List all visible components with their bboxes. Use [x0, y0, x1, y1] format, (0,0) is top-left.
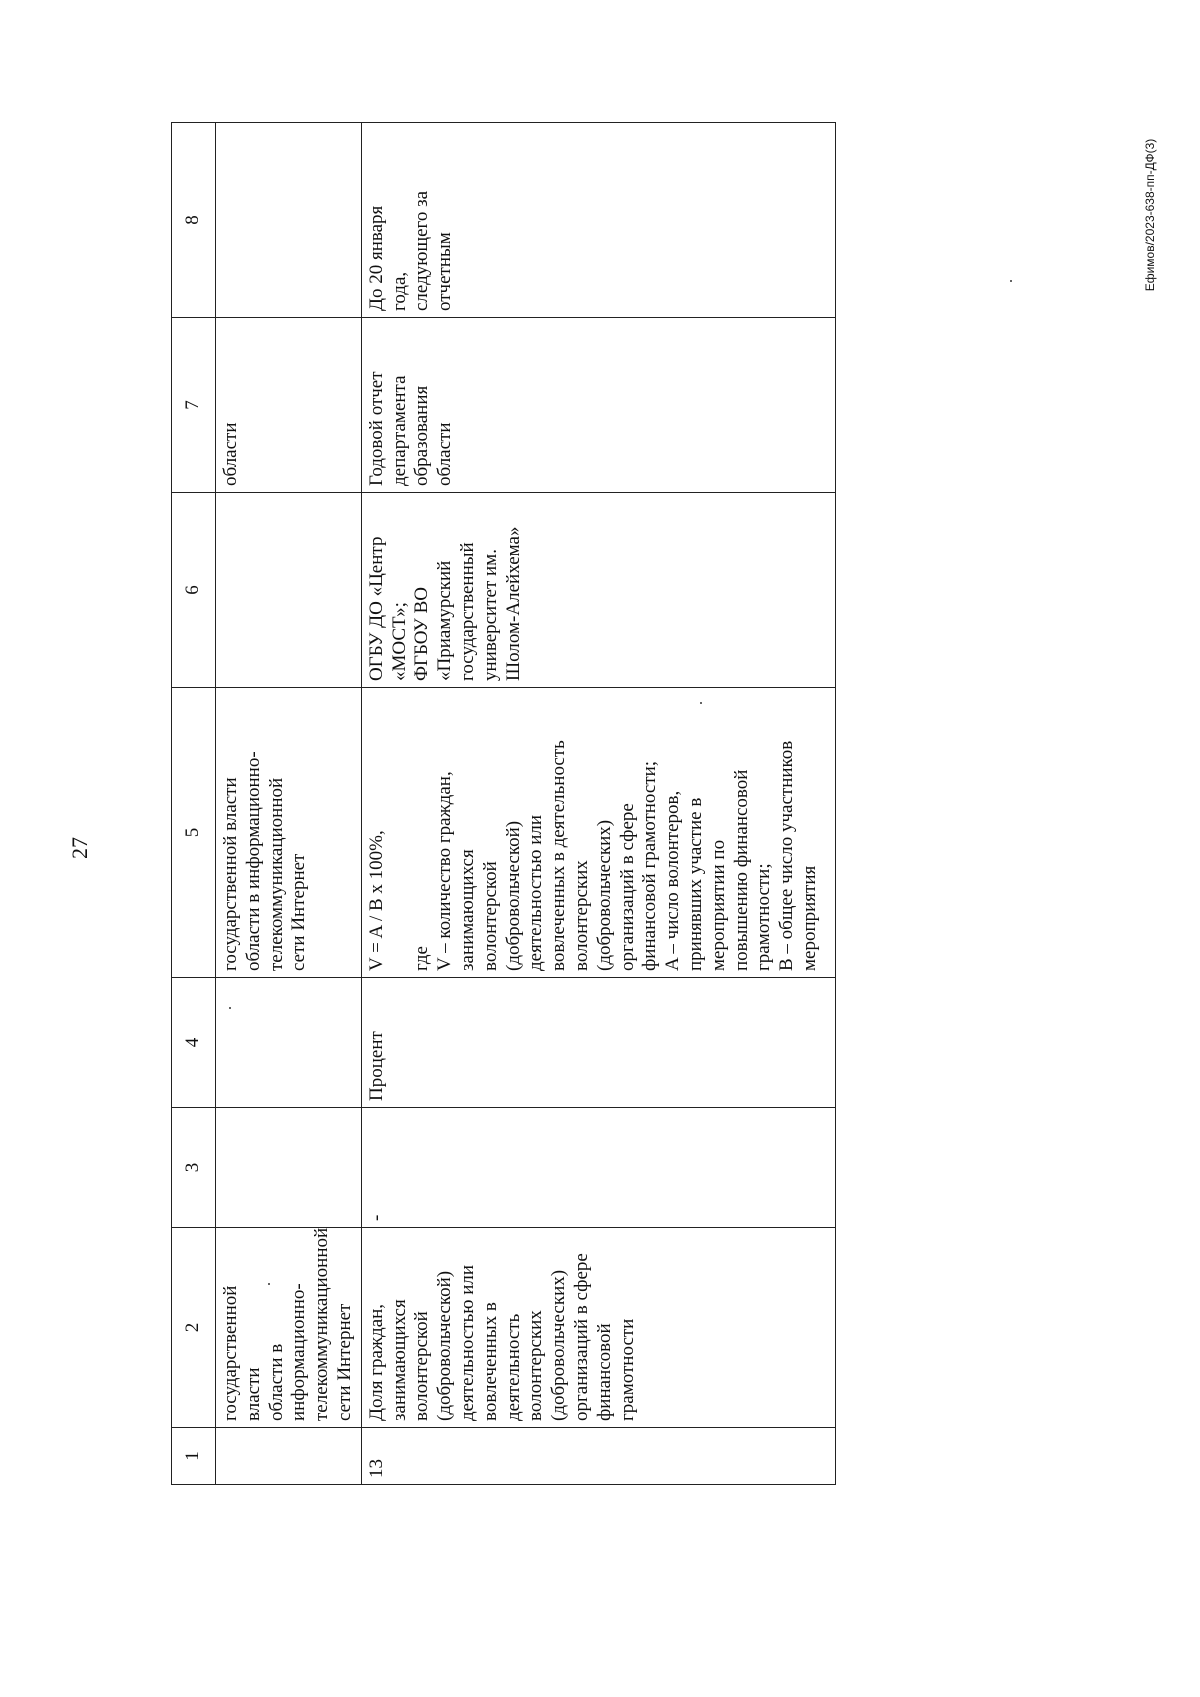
table-row	[216, 123, 362, 1485]
header-col-5: 5	[172, 688, 216, 978]
col-3-cell: -	[361, 1108, 835, 1228]
unit-cell	[216, 978, 362, 1108]
col-3-cell	[216, 1108, 362, 1228]
rotated-table-container	[171, 123, 836, 1485]
formula-cell: государственной власти области в информационно- телекоммуникационной сети Интернет	[216, 688, 362, 978]
page-number: 27	[67, 837, 92, 859]
responsible-cell	[216, 493, 362, 688]
indicator-name-cell: государственной власти области в информационно- телекоммуникационной сети Интернет	[216, 1228, 362, 1428]
row-number-cell: 13	[361, 1428, 835, 1485]
table-header-row	[172, 123, 216, 1485]
header-col-7: 7	[172, 318, 216, 493]
table-row	[361, 123, 835, 1485]
header-col-4: 4	[172, 978, 216, 1108]
source-cell: Годовой отчет департамента образования области	[361, 318, 835, 493]
source-cell: области	[216, 318, 362, 493]
header-col-8: 8	[172, 123, 216, 318]
header-col-6: 6	[172, 493, 216, 688]
row-number-cell	[216, 1428, 362, 1485]
header-col-2: 2	[172, 1228, 216, 1428]
formula-cell: V = A / B x 100%, где V – количество граждан, занимающихся волонтерской (добровольческой) деятельностью или вовлеченных в деятельность волонтерских (добровольческих) организаций в сфере финансовой грамотности; A – число волонтеров, принявших участие в мероприятии по повышению финансовой грамотности; B – общее число участников мероприятия	[361, 688, 835, 978]
header-col-3: 3	[172, 1108, 216, 1228]
header-col-1: 1	[172, 1428, 216, 1485]
indicator-table	[171, 122, 836, 1485]
responsible-cell: ОГБУ ДО «Центр «МОСТ»; ФГБОУ ВО «Приамурский государственный университет им. Шолом-Алейхема»	[361, 493, 835, 688]
unit-cell: Процент	[361, 978, 835, 1108]
deadline-cell	[216, 123, 362, 318]
scan-speck	[1010, 280, 1012, 282]
document-code: Ефимов/2023-638-пп-ДФ(3)	[1143, 138, 1157, 292]
deadline-cell: До 20 января года, следующего за отчетным	[361, 123, 835, 318]
indicator-name-cell: Доля граждан, занимающихся волонтерской (добровольческой) деятельностью или вовлеченных в деятельность волонтерских (добровольческих) организаций в сфере финансовой грамотности	[361, 1228, 835, 1428]
